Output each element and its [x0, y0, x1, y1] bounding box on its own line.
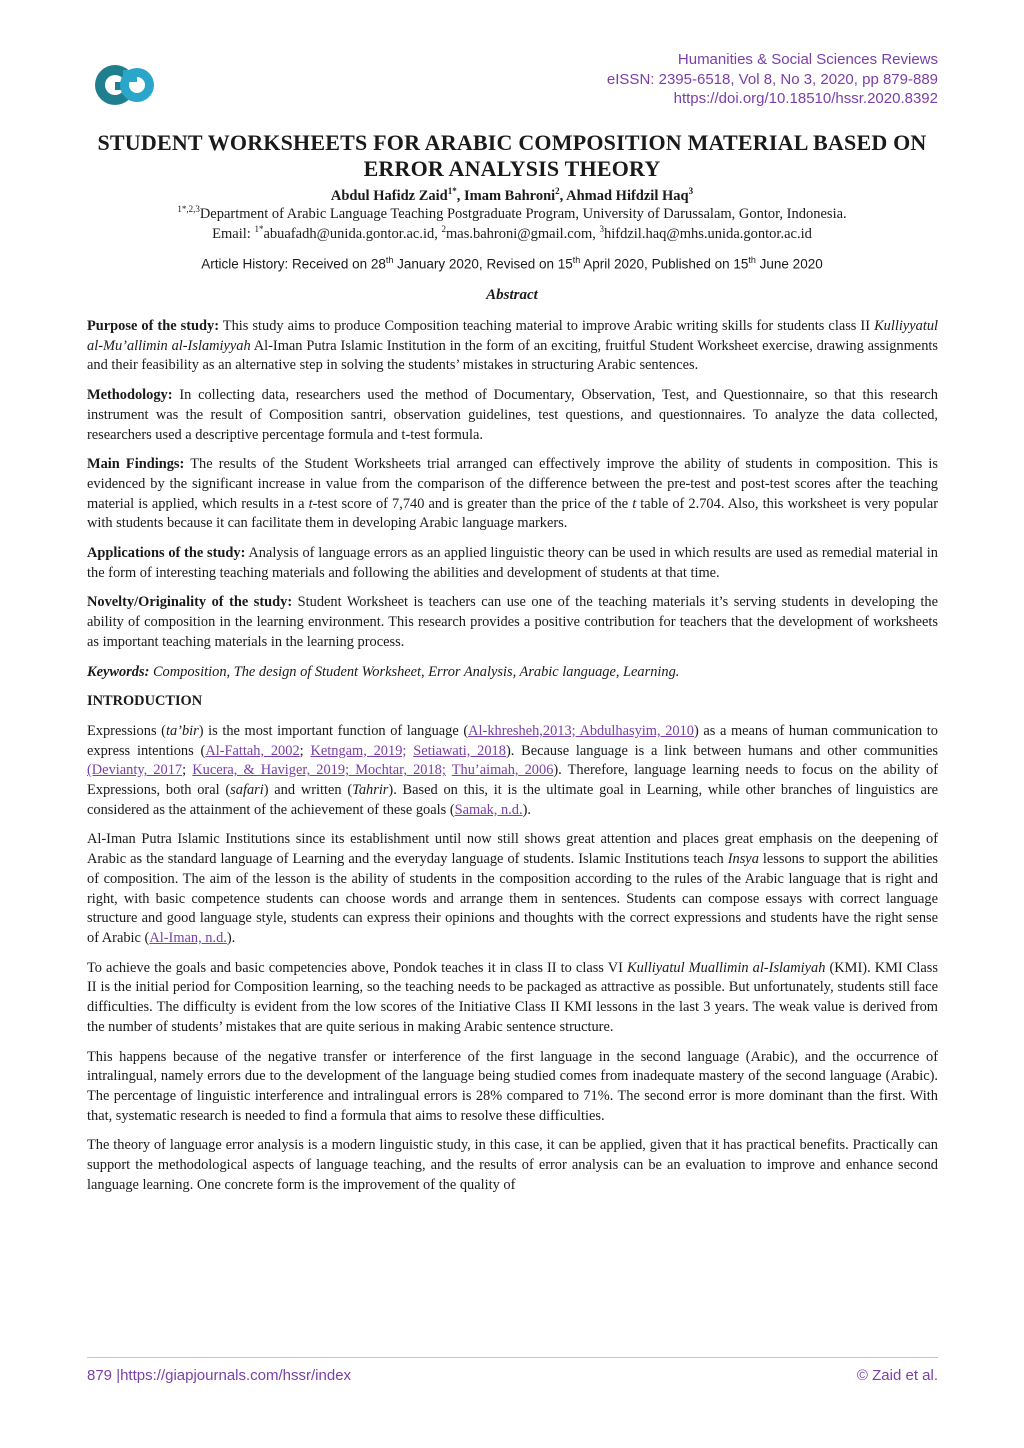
section-label: Novelty/Originality of the study:: [87, 594, 293, 611]
abstract-novelty: [87, 593, 938, 652]
paragraph-text: ) and written (: [263, 782, 353, 799]
journal-logo-icon: [93, 60, 157, 110]
email-label: Email:: [212, 225, 255, 242]
citation-link[interactable]: Al-Fattah, 2002: [205, 742, 300, 759]
section-label: Methodology:: [87, 387, 173, 404]
italic-term: Kulliyyatul al-Mu’allimin al-Islamiyyah: [87, 318, 939, 354]
paragraph-text: table of 2.704. Also, this worksheet is very popular with students because it can facilitate them in developing Arabic language markers.: [87, 495, 938, 532]
citation-link[interactable]: Kucera, & Haviger, 2019; Mochtar, 2018;: [192, 762, 446, 779]
abstract-purpose: [87, 317, 938, 376]
author-name: , Ahmad Hifdzil Haq: [559, 187, 689, 204]
author-name: Abdul Hafidz Zaid: [330, 187, 448, 204]
italic-term: t: [308, 495, 313, 512]
paragraph-text: Student Worksheet is teachers can use one of the teaching materials it’s serving students in developing the ability of composition in the learning environment. This research provides a positive contribution for teachers that the development of worksheets as important teaching materials in the learning process.: [87, 594, 938, 650]
doi-link[interactable]: https://doi.org/10.18510/hssr.2020.8392: [673, 90, 938, 107]
section-label: Main Findings:: [87, 456, 185, 473]
keywords-text: Composition, The design of Student Worksheet, Error Analysis, Arabic language, Learning.: [149, 663, 680, 680]
intro-paragraph-4: This happens because of the negative transfer or interference of the first language in the second language (Arabic), and the occurrence of intralingual, namely errors due to the development of the language being studied comes from inadequate mastery of the second language (Arabic). The percentage of linguistic interference and intralingual errors is 28% compared to 71%. The second error is more dominant than the first. With that, systematic research is needed to find a formula that aims to resolve these difficulties.: [87, 1048, 938, 1124]
italic-term: ta’bir: [165, 722, 199, 739]
email-address[interactable]: hifdzil.haq@mhs.unida.gontor.ac.id: [603, 225, 812, 242]
paragraph-text: ). Because language is a link between humans and other communities: [505, 742, 938, 759]
paragraph-text: ;: [182, 762, 193, 779]
email-sup: 3: [599, 224, 604, 234]
history-text: January 2020, Revised on 15: [393, 256, 573, 272]
journal-name: Humanities & Social Sciences Reviews: [677, 51, 938, 68]
citation-link[interactable]: Al-Iman, n.d.: [149, 929, 227, 946]
affiliation: [60, 204, 964, 223]
italic-term: Insya: [727, 851, 759, 868]
citation-link[interactable]: Setiawati, 2018: [413, 742, 506, 759]
history-sup: th: [572, 255, 581, 265]
paragraph-text: (KMI). KMI Class II is the initial period for Composition learning, so the teaching needs to be packaged as attractive as possible. But unfortunately, students still face difficulties. The difficulty is evident from the low scores of the Initiative Class II KMI lessons in the last 3 years. The weak value is derived from the number of students’ mistakes that are quite serious in making Arabic sentence structure.: [87, 959, 938, 1035]
paragraph-text: Al-Iman Putra Islamic Institution in the form of an exciting, fruitful Student Worksheet exercise, drawing assignments and their feasibility as an alternative step in solving the students’ mistakes in structuring Arabic sentences.: [87, 337, 938, 374]
intro-paragraph-1: [87, 722, 938, 821]
author-name: , Imam Bahroni: [456, 187, 556, 204]
history-text: June 2020: [755, 256, 823, 272]
citation-link[interactable]: Ketngam, 2019;: [310, 742, 407, 759]
intro-paragraph-2: [87, 830, 938, 948]
paragraph-text: ) is the most important function of language (: [198, 722, 469, 739]
paragraph-text: Al-Iman Putra Islamic Institutions since its establishment until now still shows great attention and places great emphasis on the deepening of Arabic as the standard language of Learning and the everyday language of students. Islamic Institutions teach: [87, 831, 938, 868]
paragraph-text: In collecting data, researchers used the method of Documentary, Observation, Test, and Questionnaire, so that this research instrument was the result of Composition santri, observation guidelines, test questions, and questionnaires. To analyze the data collected, researchers used a descriptive percentage formula and t-test formula.: [87, 387, 938, 443]
history-sup: th: [748, 255, 756, 265]
paper-title: STUDENT WORKSHEETS FOR ARABIC COMPOSITION MATERIAL BASED ON ERROR ANALYSIS THEORY: [97, 130, 927, 181]
journal-issn: eISSN: 2395-6518, Vol 8, No 3, 2020, pp 879-889: [606, 70, 938, 88]
keywords: [87, 663, 938, 683]
author-sup: 2: [555, 186, 560, 196]
history-text: April 2020, Published on 15: [580, 256, 749, 272]
journal-header: [607, 50, 938, 109]
citation-link[interactable]: Thu’aimah, 2006: [451, 762, 554, 779]
paragraph-text: ).: [226, 929, 236, 946]
paragraph-text: lessons to support the abilities of composition. The aim of the lesson is the ability of students in the composition according to the rules of the Arabic language that is right and right, with basic competence students can choose words and arrange them in sentences. Students can compose essays with correct language structure and good language style, students can express their opinions and thoughts with the correct expressions and students have the right sense of Arabic (: [87, 851, 939, 946]
abstract-methodology: [87, 386, 938, 445]
citation-link[interactable]: (Devianty, 2017: [87, 762, 183, 779]
author-list: [60, 186, 964, 205]
footer-copyright: © Zaid et al.: [856, 1367, 938, 1384]
paragraph-text: ).: [522, 801, 531, 818]
italic-term: safari: [230, 782, 264, 799]
section-label: Purpose of the study:: [87, 318, 220, 334]
footer-divider: [87, 1357, 938, 1358]
footer-page-link[interactable]: 879 |https://giapjournals.com/hssr/index: [87, 1367, 352, 1384]
intro-paragraph-3: [87, 959, 938, 1038]
email-address[interactable]: mas.bahroni@gmail.com,: [445, 225, 600, 242]
abstract-findings: [87, 455, 938, 534]
main-text: [87, 317, 938, 1205]
author-sup: 3: [688, 186, 694, 196]
paragraph-text: The results of the Student Worksheets trial arranged can effectively improve the ability of students in composition. This is evidenced by the significant increase in value from the comparison of the difference between the pre-test and post-test scores after the teaching material is applied, which results in a: [87, 456, 939, 512]
section-label: Keywords:: [87, 663, 150, 680]
history-sup: th: [385, 255, 394, 265]
italic-term: t: [632, 495, 637, 512]
intro-paragraph-5: The theory of language error analysis is a modern linguistic study, in this case, it can be applied, given that it has practical benefits. Practically can support the methodological aspects of language teaching, and the results of error analysis can be an evaluation to improve and enhance second language learning. One concrete form is the improvement of the quality of: [87, 1137, 938, 1193]
abstract-heading: Abstract: [486, 287, 538, 303]
italic-term: Tahrir: [352, 782, 389, 799]
history-text: Article History: Received on 28: [201, 256, 386, 272]
section-heading: INTRODUCTION: [87, 693, 203, 710]
abstract-applications: [87, 544, 938, 583]
introduction-heading: [87, 692, 938, 712]
paragraph-text: This study aims to produce Composition teaching material to improve Arabic writing skills for students class II: [219, 318, 875, 334]
section-label: Applications of the study:: [87, 545, 246, 562]
paragraph-text: ;: [299, 742, 311, 759]
paragraph-text: Analysis of language errors as an applied linguistic theory can be used in which results are used as remedial material in the form of interesting teaching materials and following the abilities and development of students at that time.: [87, 545, 938, 581]
paragraph-text: ). Based on this, it is the ultimate goal in Learning, while other branches of linguistics are considered as the attainment of the achievement of these goals (: [87, 782, 939, 818]
paragraph-text: -test score of 7,740 and is greater than the price of the: [312, 495, 633, 512]
paragraph-text: To achieve the goals and basic competencies above, Pondok teaches it in class II to class VI: [87, 959, 627, 976]
citation-link[interactable]: Al-khresheh,2013; Abdulhasyim, 2010: [468, 722, 694, 739]
email-sup: 1*: [254, 224, 264, 234]
citation-link[interactable]: Samak, n.d.: [454, 801, 523, 818]
author-sup: 1*: [447, 186, 457, 196]
email-line: [60, 224, 964, 243]
paragraph-text: ) as a means of human communication to express intentions (: [87, 722, 938, 759]
email-sup: 2: [441, 224, 446, 234]
affiliation-sup: 1*,2,3: [177, 204, 200, 214]
article-history: [60, 255, 964, 272]
italic-term: Kulliyatul Muallimin al-Islamiyah: [627, 959, 826, 976]
affiliation-text: Department of Arabic Language Teaching Postgraduate Program, University of Darussalam, Gontor, Indonesia.: [199, 205, 847, 222]
email-address[interactable]: abuafadh@unida.gontor.ac.id,: [263, 225, 442, 242]
paragraph-text: ). Therefore, language learning needs to focus on the ability of Expressions, both oral (: [87, 762, 938, 799]
paragraph-text: Expressions (: [87, 722, 166, 739]
